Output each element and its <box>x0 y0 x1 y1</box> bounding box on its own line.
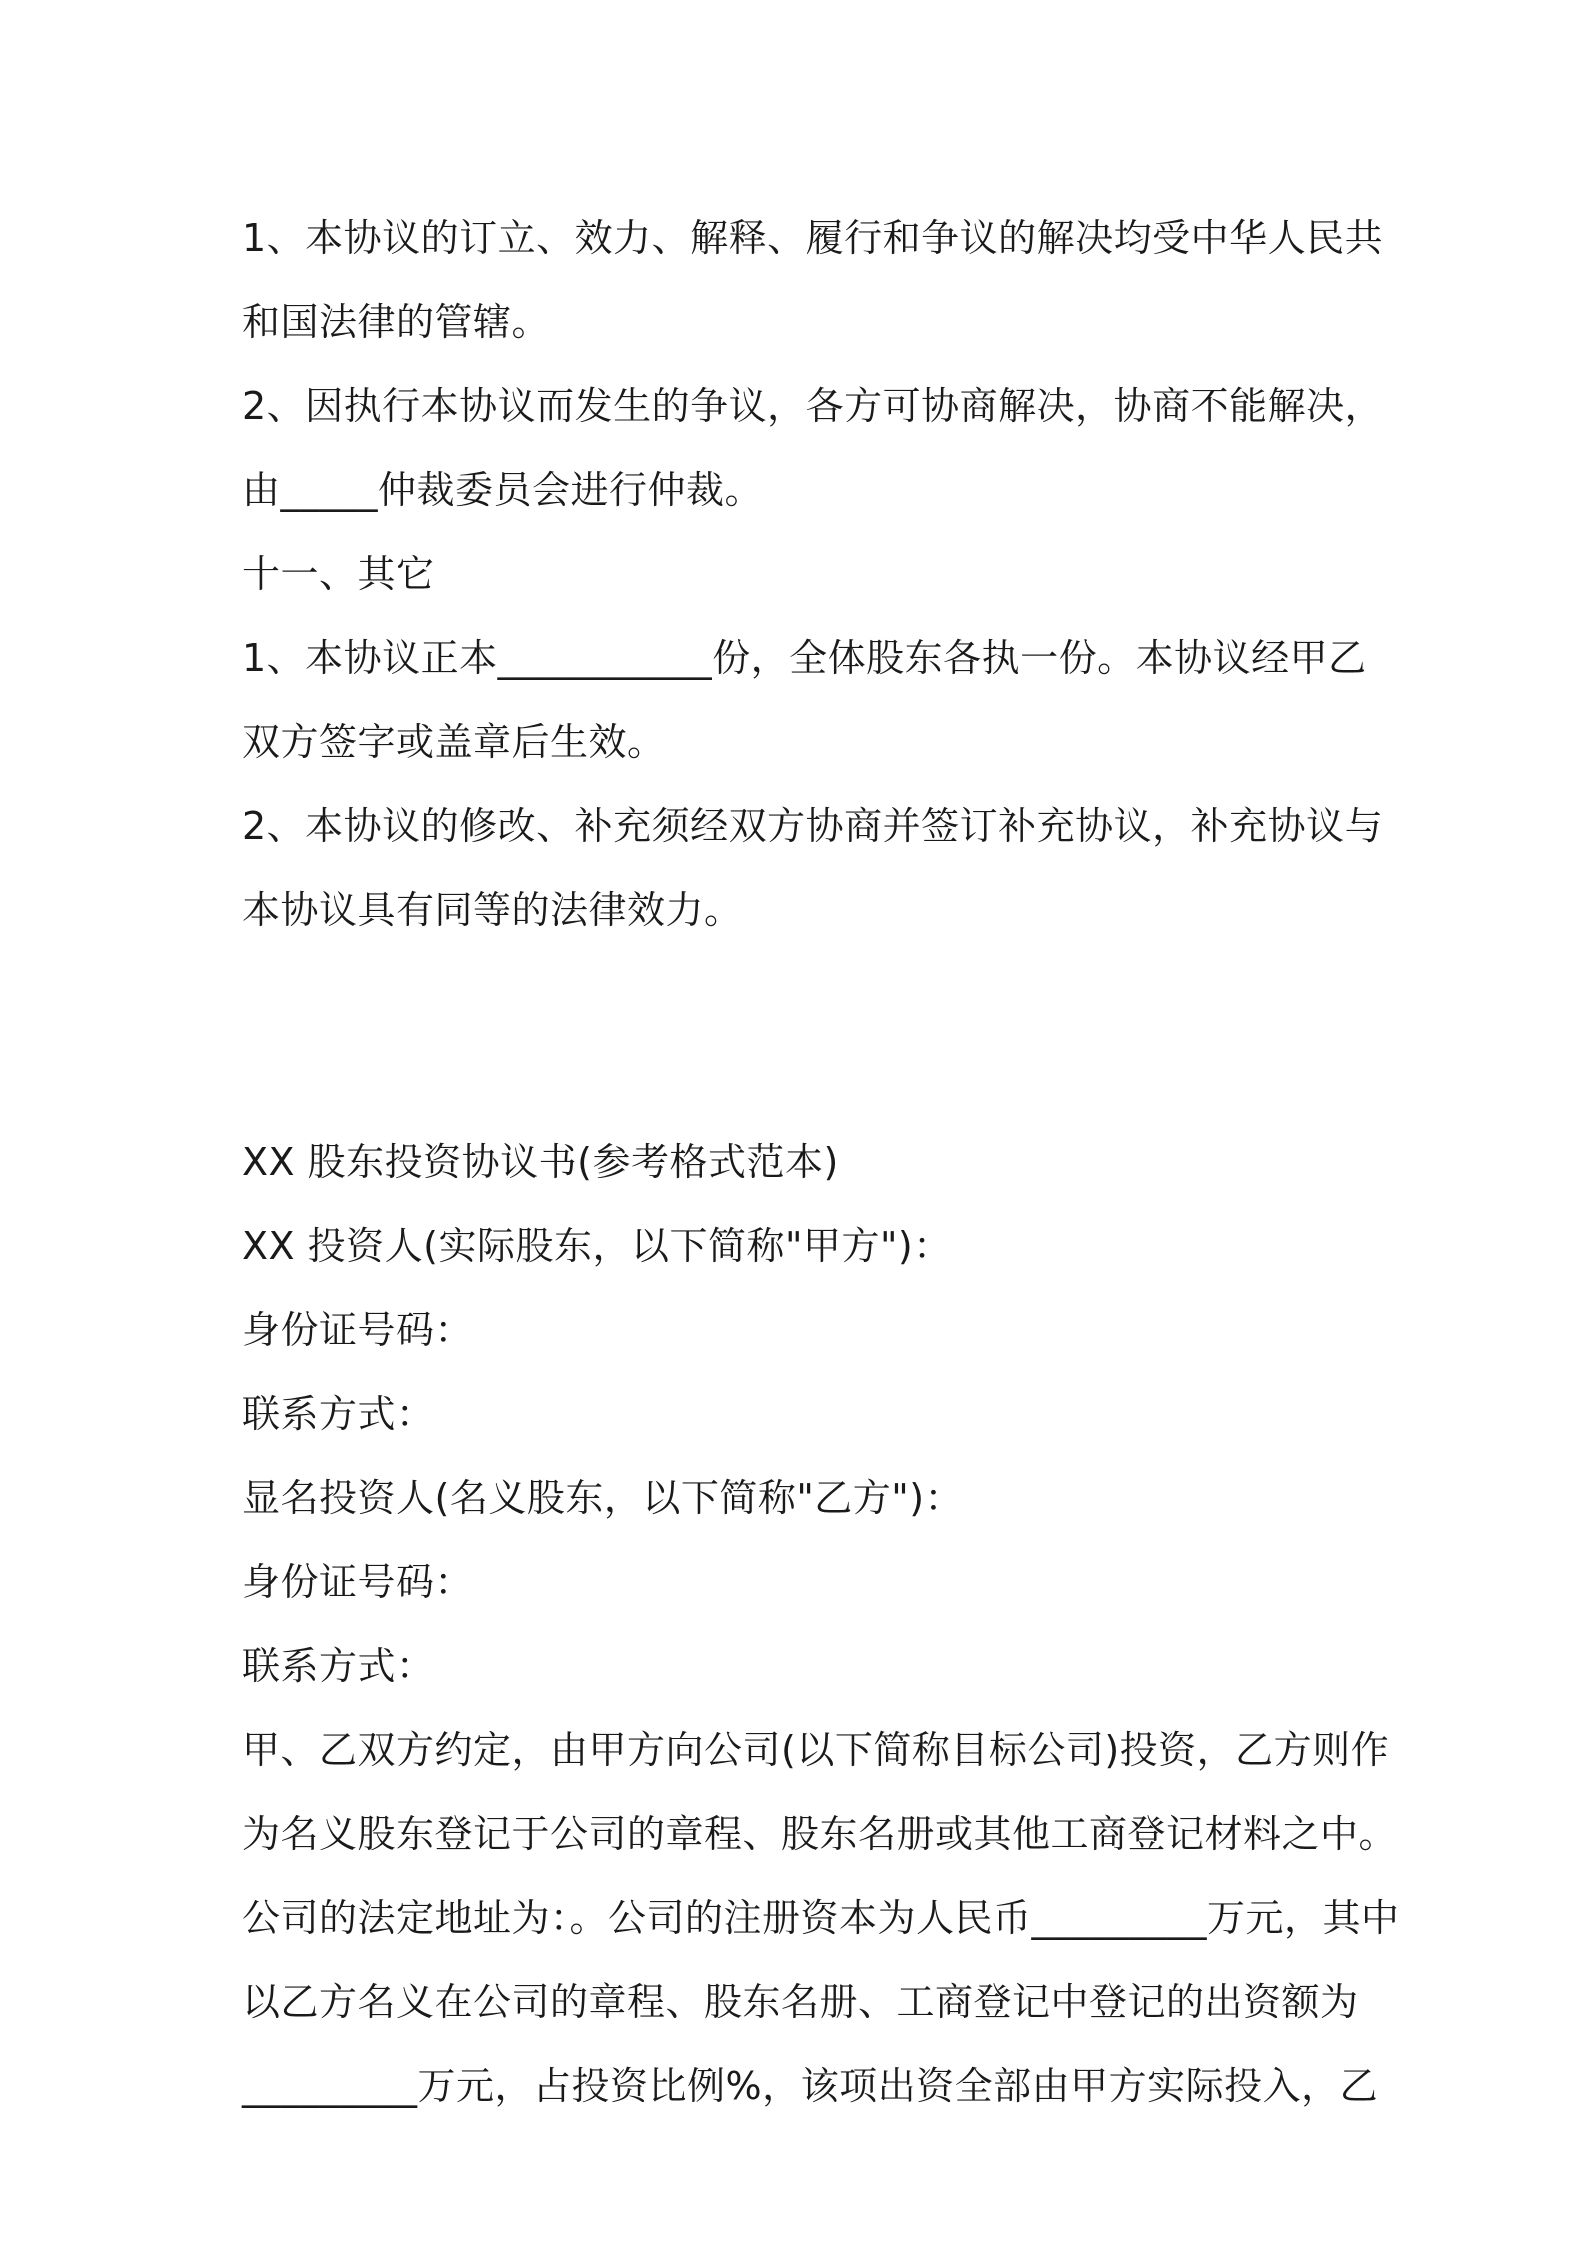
body-paragraph-line-5: _________万元，占投资比例%，该项出资全部由甲方实际投入，乙 <box>242 2064 1379 2108</box>
party-a-id-number: 身份证号码： <box>242 1308 474 1352</box>
clause-10-2-line-1: 2、因执行本协议而发生的争议，各方可协商解决，协商不能解决， <box>242 384 1384 428</box>
clause-11-1-line-2: 双方签字或盖章后生效。 <box>242 720 666 764</box>
clause-11-2-line-2: 本协议具有同等的法律效力。 <box>242 888 743 932</box>
party-b-contact: 联系方式： <box>242 1644 435 1688</box>
body-paragraph-line-4: 以乙方名义在公司的章程、股东名册、工商登记中登记的出资额为 <box>242 1980 1359 2024</box>
clause-10-1-line-1: 1、本协议的订立、效力、解释、履行和争议的解决均受中华人民共 <box>242 216 1384 260</box>
clause-11-1-line-1: 1、本协议正本___________份，全体股东各执一份。本协议经甲乙 <box>242 636 1367 680</box>
party-a-contact: 联系方式： <box>242 1392 435 1436</box>
clause-10-1-line-2: 和国法律的管辖。 <box>242 300 551 344</box>
body-paragraph-line-2: 为名义股东登记于公司的章程、股东名册或其他工商登记材料之中。 <box>242 1812 1398 1856</box>
section-spacer <box>242 952 1362 1120</box>
party-b-id-number: 身份证号码： <box>242 1560 474 1604</box>
section-eleven-heading: 十一、其它 <box>242 552 435 596</box>
body-paragraph-line-1: 甲、乙双方约定，由甲方向公司(以下简称目标公司)投资，乙方则作 <box>242 1728 1390 1772</box>
party-a-label: XX 投资人(实际股东，以下简称"甲方")： <box>242 1224 952 1268</box>
agreement-title: XX 股东投资协议书(参考格式范本) <box>242 1140 839 1184</box>
clause-11-2-line-1: 2、本协议的修改、补充须经双方协商并签订补充协议，补充协议与 <box>242 804 1384 848</box>
body-paragraph-line-3: 公司的法定地址为：。公司的注册资本为人民币_________万元，其中 <box>242 1896 1400 1940</box>
document-body <box>242 196 1400 2128</box>
party-b-label: 显名投资人(名义股东，以下简称"乙方")： <box>242 1476 964 1520</box>
clause-10-2-line-2: 由_____仲裁委员会进行仲裁。 <box>242 468 764 512</box>
